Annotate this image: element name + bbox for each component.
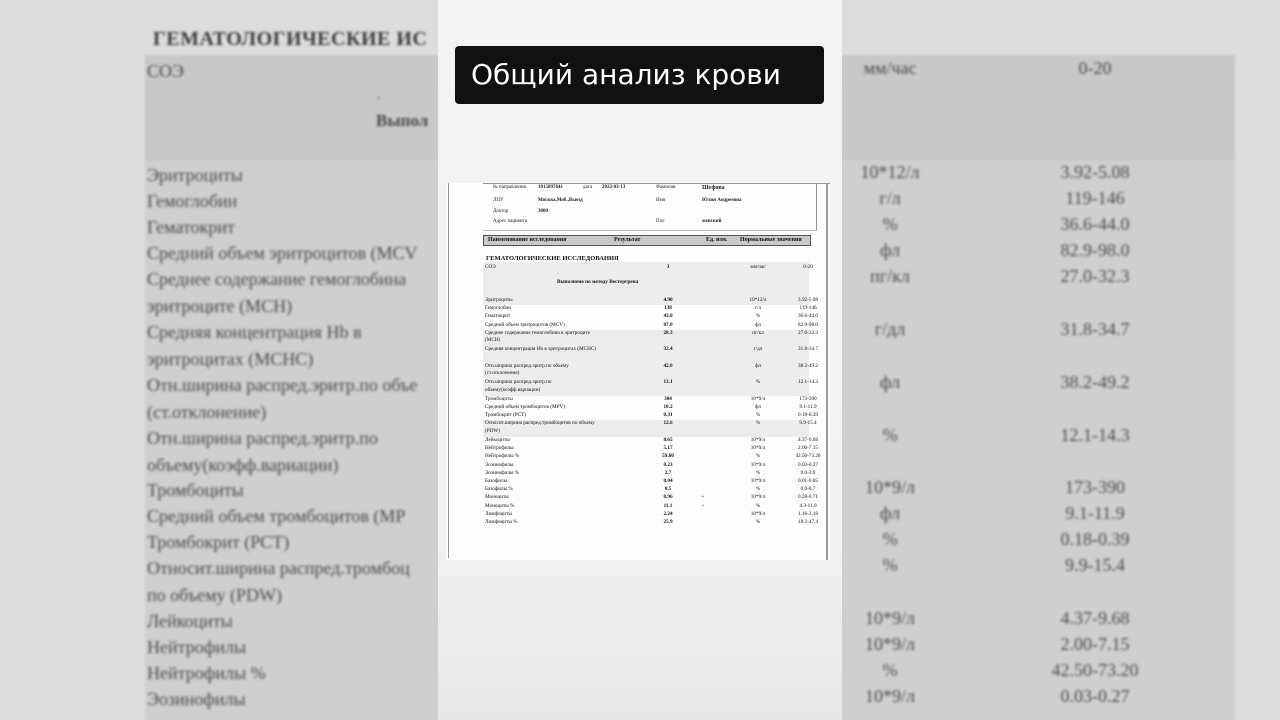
row-value: 87.0	[663, 321, 673, 328]
row-value: 2.24	[663, 510, 673, 517]
row-flag: +	[701, 502, 705, 509]
row-unit: 10*9/л	[750, 436, 766, 443]
background-row-name-line2: эритроцитах (MCHC)	[147, 349, 314, 369]
table-row	[483, 510, 818, 519]
row-value: 11.1	[663, 502, 673, 509]
row-range: 2.00-7.15	[798, 445, 818, 452]
table-row	[483, 379, 818, 396]
row-name: Средняя концентрация Hb в эритроцитах (MCHC)	[485, 346, 597, 353]
row-value: 10.2	[663, 404, 673, 410]
background-row-range: 4.37-9.68	[1060, 608, 1130, 628]
column-name-header: Наименование исследования	[488, 237, 567, 243]
row-range: 1.16-3.18	[798, 510, 818, 517]
background-row-unit: %	[882, 214, 898, 234]
row-range: 42.50-73.20	[795, 453, 821, 460]
row-name: Средний объем эритроцитов (MCV)	[485, 321, 565, 328]
background-row-range: 82.9-98.0	[1060, 240, 1130, 260]
row-unit: 10*9/л	[750, 477, 766, 484]
row-unit: 10*9/л	[750, 461, 766, 468]
sex-value: женский	[702, 219, 722, 224]
table-row	[483, 297, 818, 305]
row-name: Базофилы %	[485, 486, 513, 493]
row-unit: %	[755, 453, 761, 460]
background-row-unit: 10*9/л	[865, 634, 915, 654]
name-label: Имя	[656, 198, 666, 203]
row-name: Средний объем тромбоцитов (MPV)	[485, 404, 565, 410]
row-value: 13.1	[663, 379, 673, 386]
row-range: 0.01-0.05	[798, 477, 818, 484]
row-name: Моноциты %	[485, 502, 515, 509]
column-unit-header: Ед. изм.	[706, 237, 728, 243]
address-label: Адрес пациента	[493, 219, 528, 224]
row-unit: %	[755, 486, 761, 493]
row-name: Лимфоциты %	[485, 518, 518, 525]
doctor-label: Доктор	[493, 209, 509, 214]
row-range: 31.8-34.7	[798, 346, 818, 353]
background-row-unit: г/дл	[874, 319, 906, 339]
row-range: 9.9-15.4	[799, 420, 817, 427]
table-row	[483, 321, 818, 330]
background-row-unit: пг/кл	[870, 266, 910, 286]
row-value: 0.5	[664, 486, 672, 493]
column-result-header: Результат	[614, 237, 641, 243]
row-value: 42.0	[663, 362, 673, 369]
background-row-unit: фл	[879, 503, 901, 523]
referral-value: 1015897641	[538, 185, 563, 190]
row-name: Тромбоциты	[485, 395, 513, 402]
row-unit: %	[755, 379, 761, 386]
background-section-title: ГЕМАТОЛОГИЧЕСКИЕ ИС	[153, 28, 428, 50]
table-row	[483, 453, 821, 461]
row-unit: г/дл	[753, 346, 763, 353]
row-range: 82.9-98.0	[798, 321, 818, 328]
row-value: 138	[664, 305, 672, 312]
row-range: 173-390	[799, 395, 817, 402]
row-range: 119-146	[799, 305, 817, 312]
background-row-name: Отн.ширина распред.эритр.по	[147, 428, 378, 448]
row-range: 0.0-0.7	[800, 486, 816, 493]
background-row-range: 42.50-73.20	[1051, 660, 1139, 680]
table-row	[483, 346, 818, 363]
row-value: 8.65	[663, 436, 673, 443]
row-unit: мм/час	[750, 264, 766, 270]
table-row	[483, 404, 817, 412]
background-row-range: 0.18-0.39	[1060, 529, 1130, 549]
background-row-name: Среднее содержание гемоглобина	[147, 269, 407, 289]
header-box-right	[816, 183, 817, 230]
row-name: Лейкоциты	[485, 436, 510, 443]
table-row	[483, 445, 818, 453]
row-range: 9.1-11.9	[799, 404, 817, 410]
table-row	[483, 502, 817, 511]
background-row-unit: 10*9/л	[865, 477, 915, 497]
row-unit: 10*9/л	[750, 510, 766, 517]
lpu-label: ЛПУ	[493, 198, 504, 203]
row-value: 12.6	[663, 420, 673, 427]
row-value: 5.17	[663, 445, 673, 452]
background-row-range: 36.6-44.0	[1060, 214, 1130, 234]
background-row-range: 0-20	[1078, 58, 1112, 78]
background-row-name: Нейтрофилы	[147, 637, 247, 657]
row-unit: г/л	[754, 305, 762, 312]
background-row-name: Гематокрит	[147, 217, 235, 237]
background-row-name: Нейтрофилы %	[147, 663, 266, 683]
background-row-name-line2: эритроците (MCH)	[147, 296, 293, 316]
row-unit: 10*9/л	[750, 395, 766, 402]
row-value: 25.9	[663, 518, 673, 525]
background-row-unit: %	[882, 555, 898, 575]
row-unit: %	[755, 420, 761, 427]
table-row	[483, 329, 818, 347]
row-range: 36.6-44.0	[798, 313, 818, 320]
row-value: 28.3	[663, 329, 673, 336]
row-unit: фл	[755, 362, 761, 369]
row-range: 0-20	[803, 264, 813, 270]
name-value: Юлия Андреевна	[702, 198, 742, 203]
doctor-value: 3000	[538, 209, 548, 214]
row-value: 0.04	[663, 477, 673, 484]
background-row-name: Средняя концентрация Hb в	[147, 322, 362, 342]
row-flag: +	[701, 494, 705, 501]
section-title: ГЕМАТОЛОГИЧЕСКИЕ ИССЛЕДОВАНИЯ	[486, 255, 619, 262]
surname-value: Шефова	[702, 185, 725, 191]
row-range: 0.18-0.39	[798, 412, 818, 419]
table-row	[483, 518, 818, 527]
row-unit: %	[755, 502, 761, 509]
row-value: 4.90	[663, 297, 673, 303]
row-name: Гематокрит	[485, 313, 511, 320]
background-row-unit: г/л	[879, 188, 901, 208]
referral-label: № направления	[493, 185, 526, 190]
background-row-range: 0.03-0.27	[1060, 686, 1130, 706]
background-row-unit: фл	[879, 240, 901, 260]
background-row-name: Гемоглобин	[147, 191, 238, 211]
row-name: Базофилы	[485, 477, 508, 484]
date-value: 2022-03-13	[602, 185, 626, 190]
background-row-name: Относит.ширина распред.тромбоц	[147, 558, 410, 578]
background-row-unit: %	[882, 425, 898, 445]
background-row-name: Тромбокрит (PCT)	[147, 532, 290, 552]
background-row-unit: 10*9/л	[865, 686, 915, 706]
row-range: 12.1-14.3	[798, 379, 818, 386]
row-unit: %	[755, 469, 761, 476]
document-border-top	[483, 183, 830, 184]
row-unit: %	[755, 313, 761, 320]
row-value: 0.31	[663, 412, 673, 419]
table-row	[483, 469, 816, 478]
sex-label: Пол	[656, 219, 665, 224]
row-unit: 10*9/л	[750, 445, 766, 452]
row-range: 3.92-5.08	[798, 297, 818, 303]
background-row-name-line2: по объему (PDW)	[147, 585, 283, 605]
background-row-name-line2: (ст.отклонение)	[147, 402, 267, 422]
row-name: Отн.ширина распред.эритр.по объему(коэфф.вариации)	[485, 379, 552, 393]
method-note: Выполнено по методу Вестергрена	[557, 279, 639, 285]
table-row	[483, 420, 817, 437]
surname-label: Фамилия	[656, 185, 676, 190]
background-row-name: Лейкоциты	[147, 611, 233, 631]
table-row-soe	[483, 264, 813, 272]
row-range: 0.0-3.0	[800, 469, 816, 476]
background-row-unit: мм/час	[863, 58, 917, 78]
row-name: Гемоглобин	[485, 305, 512, 312]
background-row-range: 119-146	[1065, 188, 1125, 208]
row-name: Моноциты	[485, 494, 509, 501]
background-row-name-line2: объему(коэфф.вариации)	[147, 455, 339, 475]
row-value: 304	[664, 395, 672, 402]
table-row	[483, 395, 817, 404]
row-range: 4.3-11.0	[799, 502, 817, 509]
row-range: 27.0-32.3	[798, 329, 818, 336]
lab-report-document	[446, 183, 830, 560]
row-unit: %	[755, 518, 761, 525]
background-row-name: Эритроциты	[147, 165, 243, 185]
column-range-header: Нормальные значения	[740, 237, 802, 243]
background-row-name: Средний объем эритроцитов (MCV	[147, 243, 418, 263]
background-row-range: 38.2-49.2	[1060, 372, 1130, 392]
row-range: 18.2-47.4	[798, 518, 818, 525]
document-border-left	[448, 183, 449, 558]
background-row-range: 3.92-5.08	[1060, 162, 1130, 182]
row-value: 0.23	[663, 461, 673, 468]
row-name: Относит.ширина распред.тромбоцитов по объему (PDW)	[485, 420, 595, 434]
row-value: 2.7	[664, 469, 672, 476]
background-row-range: 27.0-32.3	[1060, 266, 1130, 286]
row-unit: %	[755, 412, 761, 419]
row-name: Среднее содержание гемоглобина в эритроците (MCH)	[485, 329, 590, 344]
table-row	[483, 305, 817, 313]
row-name: Нейтрофилы %	[485, 453, 520, 460]
row-range: 0.28-0.71	[798, 494, 818, 501]
row-name: Нейтрофилы	[485, 445, 514, 452]
row-range: 4.37-9.68	[798, 436, 818, 443]
background-row-name: Эозинофилы	[147, 689, 246, 709]
background-row-unit: %	[882, 529, 898, 549]
row-name: Лимфоциты	[485, 510, 512, 517]
background-row-name: Тромбоциты	[147, 480, 244, 500]
row-name: Эозинофилы %	[485, 469, 520, 476]
date-label: дата	[583, 185, 593, 190]
row-value: 59.80	[662, 453, 674, 460]
table-row	[483, 461, 818, 470]
table-row	[483, 436, 818, 445]
video-title: Общий анализ крови	[471, 58, 781, 91]
video-title-banner	[455, 46, 824, 104]
background-method-text: Выпол	[376, 111, 429, 130]
background-row-range: 12.1-14.3	[1060, 425, 1130, 445]
table-row	[483, 313, 818, 321]
background-row-unit: %	[882, 660, 898, 680]
background-row-unit: 10*12/л	[860, 162, 920, 182]
background-row-unit: 10*9/л	[865, 608, 915, 628]
row-unit: 10*9/л	[750, 494, 766, 501]
row-range: 0.03-0.27	[798, 461, 818, 468]
row-value: 3	[666, 264, 670, 270]
row-unit: фл	[755, 321, 761, 328]
lpu-value: Москва,Моб.,Выезд	[538, 198, 583, 203]
method-dot: .	[557, 271, 559, 276]
row-name: Эозинофилы	[485, 461, 514, 468]
row-name: Тромбокрит (PCT)	[485, 412, 526, 419]
background-row-range: 2.00-7.15	[1060, 634, 1130, 654]
table-row	[483, 362, 818, 380]
row-name: Эритроциты	[485, 297, 513, 303]
row-value: 43.0	[663, 313, 673, 320]
row-unit: пг/кл	[752, 329, 764, 336]
background-row-unit: фл	[879, 372, 901, 392]
background-row-range: 31.8-34.7	[1060, 319, 1130, 339]
row-range: 38.2-49.2	[798, 362, 818, 369]
row-unit: 10*12/л	[749, 297, 767, 303]
background-row-name: СОЭ	[147, 61, 184, 81]
table-column-header	[483, 235, 811, 246]
row-unit: фл	[755, 404, 761, 410]
row-name: Отн.ширина распред.эритр.по объему (ст.отклонение)	[485, 362, 569, 377]
header-box-bottom	[483, 230, 817, 231]
background-row-name: Средний объем тромбоцитов (MP	[147, 506, 406, 526]
row-value: 32.4	[663, 346, 673, 353]
background-row-range: 9.9-15.4	[1065, 555, 1125, 575]
table-row	[483, 494, 818, 502]
table-row	[483, 486, 816, 494]
row-name: СОЭ	[485, 264, 496, 270]
background-row-range: 9.1-11.9	[1065, 503, 1125, 523]
background-row-range: 173-390	[1065, 477, 1125, 497]
table-row	[483, 477, 818, 486]
row-value: 0.96	[663, 494, 673, 501]
background-row-name: Отн.ширина распред.эритр.по объе	[147, 375, 418, 395]
background-method-dot: .	[377, 88, 381, 103]
